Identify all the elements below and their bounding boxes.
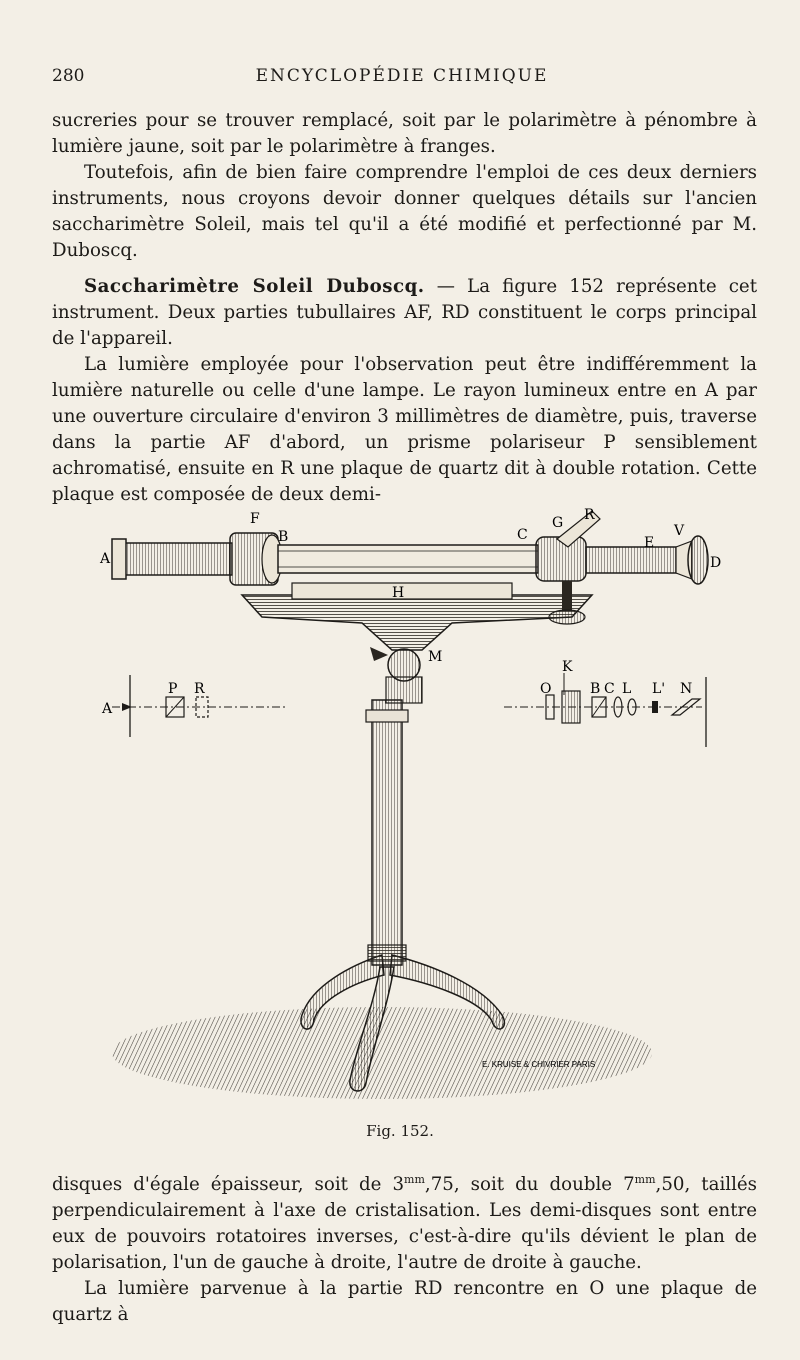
figure-152 [52,505,757,1125]
unit-superscript: mm [404,1172,425,1186]
diagram-label-k: K [562,659,573,675]
compensator-c [536,537,586,581]
text-segment: ,50, taillés perpendiculairement à l'axe de cristalisation. Les demi-disques sont entre eux de pouvoirs rotatoires inverses, c'est-à-dire qu'ils dévient le plan de polarisation, l'un de gauche à droite, l'autre de droite à gauche. [52,1174,757,1273]
diagram-left [101,675,287,737]
running-title: ENCYCLOPÉDIE CHIMIQUE [255,66,549,86]
paragraph-lumiere-parvenue: La lumière parvenue à la partie RD rencontre en O une plaque de quartz à [52,1278,757,1325]
diagram-label-c: C [604,681,615,697]
text-segment: disques d'égale épaisseur, soit de 3 [52,1174,405,1195]
label-e: E [644,535,655,551]
adjusting-knob [549,610,585,624]
paragraph-saccharimetre [52,274,757,352]
stand-column [372,700,402,965]
diagram-label-r: R [194,681,205,697]
diagram-label-a: A [102,701,113,717]
diagram-label-o: O [540,681,552,697]
page-number: 280 [52,66,85,86]
diagram-label-l: L [622,681,632,697]
paragraph-toutefois: Toutefois, afin de bien faire comprendre l'emploi de ces deux derniers instruments, nous croyons devoir donner quelques détails sur l'ancien saccharimètre Soleil, mais tel qu'il a été modifié et perfectionné par M. Duboscq. [52,162,757,261]
diagram-label-n: N [680,681,693,697]
label-h: H [392,585,405,601]
label-f: F [250,511,260,527]
saccharimeter-engraving [52,505,757,1125]
diagram-right [504,659,706,747]
bottom-text-block [52,1172,757,1328]
support-bracket [242,595,592,650]
paragraph-disques [52,1172,757,1276]
eyepiece-d [688,536,708,584]
text-segment: ,75, soit du double 7 [424,1174,635,1195]
section-body: — La figure 152 représente cet instrument. Deux parties tubullaires AF, RD constituent le corps principal de l'appareil. [52,276,758,349]
running-head [52,66,752,90]
diagram-label-p: P [168,681,178,697]
tube-middle [278,545,538,573]
engraver-signature: E. KRUISE & CHIVRIER PARIS [482,1060,596,1069]
top-text-block [52,108,757,508]
label-r: R [584,507,595,523]
diagram-label-b: B [590,681,601,697]
label-m: M [428,649,443,665]
paragraph-lumiere: La lumière employée pour l'observation peut être indifféremment la lumière naturelle ou celle d'une lampe. Le rayon lumineux entre en A par une ouverture circulaire d'environ 3 millimètres de diamètre, puis, traverse dans la partie AF d'abord, un prisme polariseur P sensiblement achromatisé, ensuite en R une plaque de quartz dit à double rotation. Cette plaque est composée de deux demi- [52,354,757,505]
label-b: B [278,529,289,545]
label-d: D [710,555,722,571]
figure-caption: Fig. 152. [366,1122,434,1140]
section-heading: Saccharimètre Soleil Duboscq. [84,276,425,297]
label-a: A [100,551,111,567]
paragraph-continuation: sucreries pour se trouver remplacé, soit par le polarimètre à pénombre à lumière jaune, soit par le polarimètre à franges. [52,110,757,157]
diagram-label-l-prime: L' [652,681,666,697]
tube-rd [586,547,676,573]
unit-superscript: mm [634,1172,656,1186]
joint-m [388,649,420,681]
label-v: V [674,523,685,539]
label-c: C [517,527,528,543]
tube-af [122,543,232,575]
label-g: G [552,515,564,531]
